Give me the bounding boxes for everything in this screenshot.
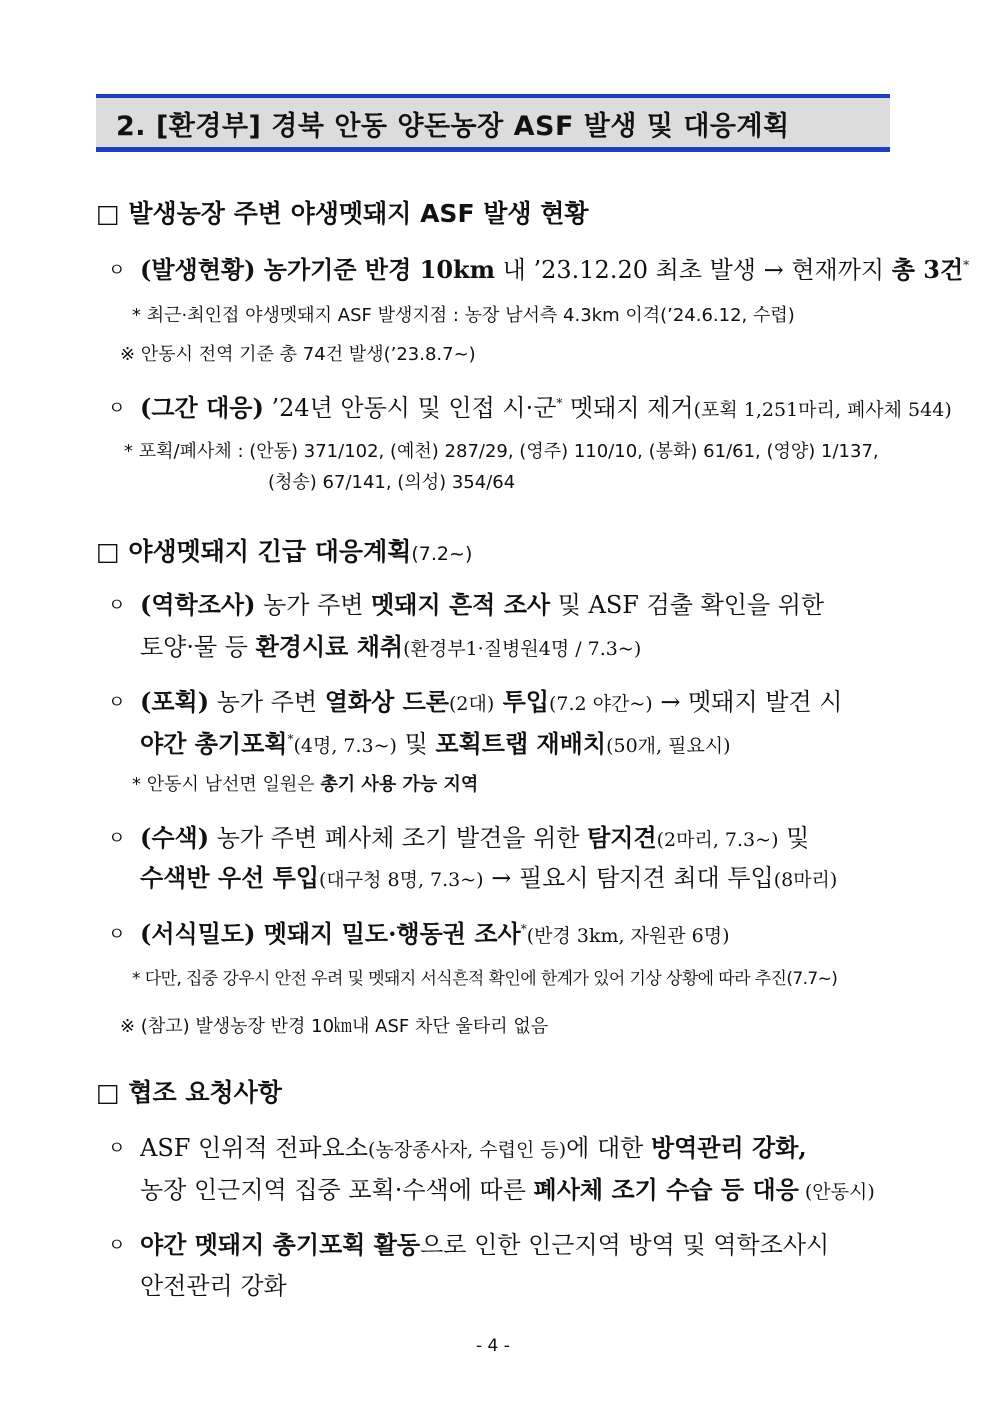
- bullet-epidemiology: ㅇ (역학조사) 농가 주변 멧돼지 흔적 조사 및 ASF 검출 확인을 위한: [108, 590, 825, 619]
- bullet-mark: ㅇ: [108, 1235, 126, 1256]
- title-box: [96, 94, 890, 152]
- bullet-capture-line2: 야간 총기포획*(4명, 7.3~) 및 포획트랩 재배치(50개, 필요시): [140, 729, 731, 758]
- section-heading-status: □ 발생농장 주변 야생멧돼지 ASF 발생 현황: [96, 199, 589, 228]
- bullet-mark: ㅇ: [108, 924, 126, 945]
- bullet-response-so-far: ㅇ (그간 대응) ’24년 안동시 및 인접 시·군* 멧돼지 제거(포획 1,251마리, 폐사체 544): [108, 393, 952, 422]
- note-firearm-area: * 안동시 남선면 일원은 총기 사용 가능 지역: [132, 774, 479, 795]
- section-heading-cooperation: □ 협조 요청사항: [96, 1078, 282, 1107]
- bullet-epidemiology-line2: 토양·물 등 환경시료 채취(환경부1·질병원4명 / 7.3~): [140, 632, 642, 661]
- page-title: 2. [환경부] 경북 안동 양돈농장 ASF 발생 및 대응계획: [116, 111, 790, 142]
- bullet-mark: ㅇ: [108, 260, 126, 281]
- bullet-mark: ㅇ: [108, 692, 126, 713]
- bullet-density-survey: ㅇ (서식밀도) 멧돼지 밀도·행동권 조사*(반경 3km, 자원관 6명): [108, 919, 730, 948]
- note-nearest-site: * 최근·최인접 야생멧돼지 ASF 발생지점 : 농장 남서측 4.3km 이격(’24.6.12, 수렵): [132, 305, 795, 326]
- page-number: - 4 -: [476, 1336, 510, 1356]
- bullet-capture: ㅇ (포획) 농가 주변 열화상 드론(2대) 투입(7.2 야간~) → 멧돼지 발견 시: [108, 687, 843, 716]
- note-andong-total: ※ 안동시 전역 기준 총 74건 발생(’23.8.7~): [120, 344, 476, 365]
- bullet-mark: ㅇ: [108, 398, 126, 419]
- bullet-mark: ㅇ: [108, 595, 126, 616]
- bullet-quarantine: ㅇ ASF 인위적 전파요소(농장종사자, 수렵인 등)에 대한 방역관리 강화,: [108, 1133, 807, 1162]
- note-capture-counts-line2: (청송) 67/141, (의성) 354/64: [268, 472, 516, 493]
- note-rain-safety: * 다만, 집중 강우시 안전 우려 및 멧돼지 서식흔적 확인에 한계가 있어 기상 상황에 따라 추진(7.7~): [132, 969, 838, 989]
- section-heading-emergency-plan: □ 야생멧돼지 긴급 대응계획(7.2~): [96, 537, 473, 566]
- bullet-mark: ㅇ: [108, 828, 126, 849]
- note-no-fence: ※ (참고) 발생농장 반경 10㎞내 ASF 차단 울타리 없음: [120, 1016, 549, 1037]
- bullet-safety: ㅇ 야간 멧돼지 총기포획 활동으로 인한 인근지역 방역 및 역학조사시: [108, 1230, 830, 1259]
- bullet-safety-line2: 안전관리 강화: [140, 1272, 287, 1300]
- note-capture-counts-line1: * 포획/폐사체 : (안동) 371/102, (예천) 287/29, (영주) 110/10, (봉화) 61/61, (영양) 1/137,: [124, 441, 879, 462]
- title-bar-top: [96, 94, 890, 98]
- bullet-search: ㅇ (수색) 농가 주변 폐사체 조기 발견을 위한 탐지견(2마리, 7.3~) 및: [108, 823, 810, 852]
- bullet-quarantine-line2: 농장 인근지역 집중 포획·수색에 따른 폐사체 조기 수습 등 대응 (안동시): [140, 1175, 875, 1204]
- bullet-mark: ㅇ: [108, 1138, 126, 1159]
- title-bar-bottom: [96, 147, 890, 152]
- bullet-search-line2: 수색반 우선 투입(대구청 8명, 7.3~) → 필요시 탐지견 최대 투입(8마리): [140, 863, 838, 892]
- bullet-status-occurrence: ㅇ (발생현황) 농가기준 반경 10km 내 ’23.12.20 최초 발생 → 현재까지 총 3건*: [108, 255, 970, 284]
